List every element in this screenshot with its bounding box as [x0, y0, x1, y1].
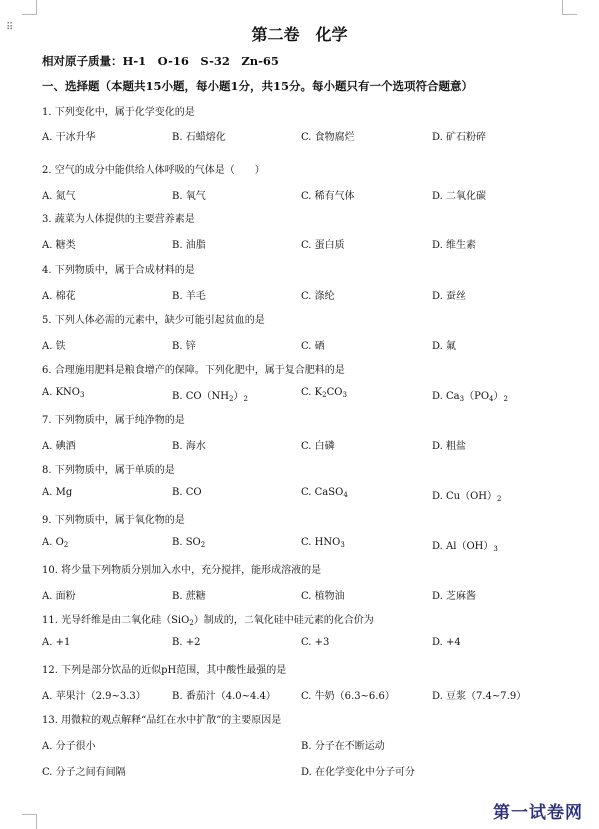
page-title: 第二卷 化学: [251, 25, 348, 44]
option-b: B. 番茄汁（4.0~4.4）: [172, 691, 276, 702]
question-11-options: [42, 637, 599, 651]
option-a: A. +1: [42, 637, 71, 648]
question-2-options: [42, 187, 599, 201]
option-b: B. 羊毛: [172, 291, 206, 302]
option-d: D. $Al(OH)_3$: [432, 541, 498, 553]
question-7-stem: 7. 下列物质中，属于纯净物的是: [42, 415, 185, 426]
option-a: A. 糖类: [42, 240, 76, 251]
option-a: A. 苹果汁（2.9~3.3）: [42, 691, 146, 702]
option-c: C. 涤纶: [301, 291, 335, 302]
option-d: D. 维生素: [432, 240, 477, 251]
option-b: B. 蔗糖: [172, 591, 206, 602]
option-b: B. 油脂: [172, 240, 206, 251]
option-c: C. 牛奶（6.3~6.6）: [301, 691, 395, 702]
option-b: B. $CO(NH_2)_2$: [172, 391, 248, 403]
question-9-stem: 9. 下列物质中，属于氧化物的是: [42, 515, 185, 526]
option-a: A. $KNO_3$: [42, 387, 85, 399]
page-corner-mark-top-right: [562, 0, 577, 15]
option-d: D. $Ca_3(PO_4)_2$: [432, 391, 508, 403]
question-13-stem: 13. 用微粒的观点解释“品红在水中扩散”的主要原因是: [42, 715, 282, 726]
option-c: C. $HNO_3$: [301, 537, 345, 549]
question-3-options: [42, 236, 599, 250]
option-c: C. 分子之间有间隔: [42, 767, 126, 778]
question-12-options: [42, 687, 599, 701]
option-d: D. 在化学变化中分子可分: [301, 767, 416, 778]
option-b: B. 分子在不断运动: [301, 741, 385, 752]
question-12-stem: 12. 下列是部分饮品的近似pH范围，其中酸性最强的是: [42, 665, 287, 676]
option-a: A. Mg: [42, 487, 73, 498]
question-1-stem: 1. 下列变化中，属于化学变化的是: [42, 107, 195, 118]
option-a: A. 铁: [42, 341, 66, 352]
option-d: D. 粗盐: [432, 441, 467, 452]
question-13-options-row-1: [42, 737, 599, 751]
option-b: B. 石蜡熔化: [172, 132, 226, 143]
drag-handle-icon[interactable]: ⠿: [6, 22, 13, 33]
option-d: D. $Cu(OH)_2$: [432, 491, 502, 503]
page-corner-mark-top-left: [22, 0, 37, 15]
option-b: B. +2: [172, 637, 201, 648]
option-c: C. $K_2CO_3$: [301, 387, 347, 399]
option-b: B. 海水: [172, 441, 206, 452]
option-d: D. 二氧化碳: [432, 191, 487, 202]
option-c: C. 硒: [301, 341, 325, 352]
option-d: D. 氟: [432, 341, 457, 352]
question-8-stem: 8. 下列物质中，属于单质的是: [42, 465, 175, 476]
option-d: D. 蚕丝: [432, 291, 467, 302]
question-4-stem: 4. 下列物质中，属于合成材料的是: [42, 265, 195, 276]
option-c: C. CaSO$_4$: [301, 487, 348, 499]
question-11-stem: 11. 光导纤维是由二氧化硅（SiO$_2$）制成的，二氧化硅中硅元素的化合价为: [42, 615, 374, 627]
question-5-options: [42, 337, 599, 351]
option-a: A. 分子很小: [42, 741, 96, 752]
option-b: B. $SO_2$: [172, 537, 206, 549]
question-6-options: [42, 387, 599, 401]
question-13-options-row-2: [42, 763, 599, 777]
question-6-stem: 6. 合理施用肥料是粮食增产的保障。下列化肥中，属于复合肥料的是: [42, 365, 345, 376]
question-1-options: [42, 128, 599, 142]
question-9-options: [42, 537, 599, 551]
option-a: A. 面粉: [42, 591, 76, 602]
option-a: A. 氮气: [42, 191, 76, 202]
option-d: D. 豆浆（7.4~7.9）: [432, 691, 527, 702]
question-8-options: [42, 487, 599, 501]
option-c: C. 食物腐烂: [301, 132, 355, 143]
option-b: B. 锌: [172, 341, 196, 352]
option-c: C. 白磷: [301, 441, 335, 452]
option-a: A. 干冰升华: [42, 132, 96, 143]
question-5-stem: 5. 下列人体必需的元素中，缺少可能引起贫血的是: [42, 315, 265, 326]
option-c: C. 稀有气体: [301, 191, 355, 202]
atomic-mass-line: 相对原子质量：H-1 O-16 S-32 Zn-65: [42, 54, 279, 68]
option-b: B. CO: [172, 487, 202, 498]
question-10-options: [42, 587, 599, 601]
question-4-options: [42, 287, 599, 301]
option-a: A. $O_2$: [42, 537, 69, 549]
option-c: C. +3: [301, 637, 330, 648]
watermark-logo: 第一试卷网: [493, 803, 583, 823]
section-heading: 一、选择题（本题共15小题，每小题1分，共15分。每小题只有一个选项符合题意）: [42, 79, 474, 93]
option-b: B. 氧气: [172, 191, 206, 202]
question-3-stem: 3. 蔬菜为人体提供的主要营养素是: [42, 214, 195, 225]
question-2-stem: 2. 空气的成分中能供给人体呼吸的气体是（ ）: [42, 165, 265, 176]
option-a: A. 棉花: [42, 291, 76, 302]
option-c: C. 蛋白质: [301, 240, 345, 251]
page-corner-mark-bottom-left: [22, 814, 37, 829]
option-d: D. 芝麻酱: [432, 591, 477, 602]
option-d: D. 矿石粉碎: [432, 132, 487, 143]
option-c: C. 植物油: [301, 591, 345, 602]
option-d: D. +4: [432, 637, 461, 648]
question-7-options: [42, 437, 599, 451]
question-10-stem: 10. 将少量下列物质分别加入水中，充分搅拌，能形成溶液的是: [42, 565, 322, 576]
option-a: A. 碘酒: [42, 441, 76, 452]
